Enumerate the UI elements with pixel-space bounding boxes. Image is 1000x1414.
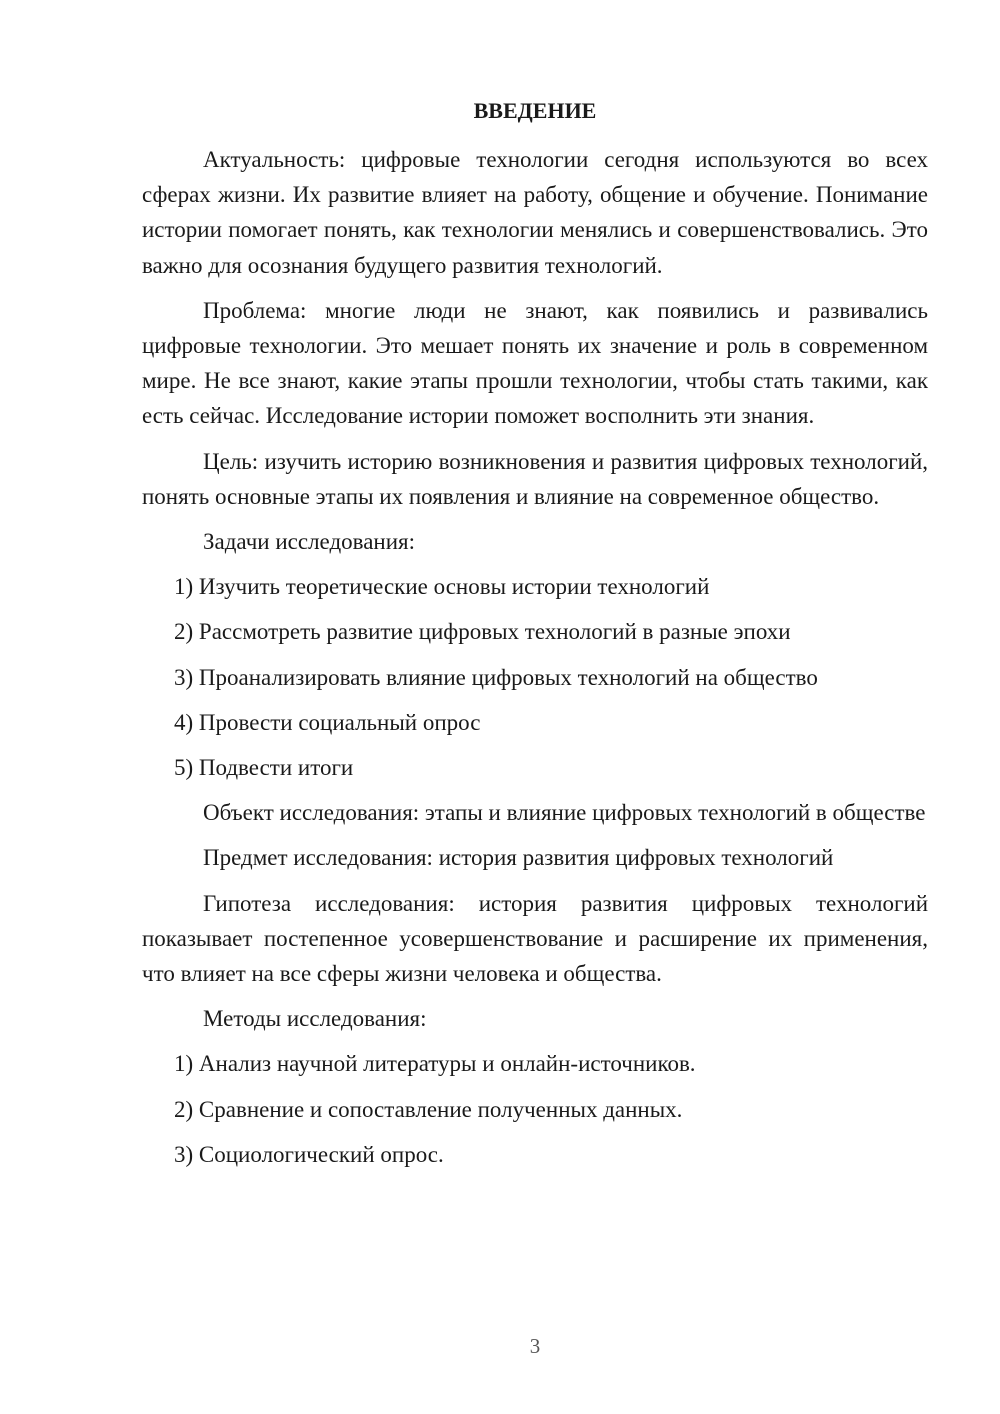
object-paragraph: Объект исследования: этапы и влияние цифровых технологий в обществе	[203, 800, 926, 826]
document-body	[142, 142, 928, 1182]
methods-heading: Методы исследования:	[203, 1006, 427, 1032]
task-item-3: 3) Проанализировать влияние цифровых технологий на общество	[174, 664, 818, 690]
task-item-2: 2) Рассмотреть развитие цифровых технологий в разные эпохи	[174, 619, 791, 645]
relevance-paragraph: Актуальность: цифровые технологии сегодня используются во всех сферах жизни. Их развитие влияет на работу, общение и обучение. Понимание истории помогает понять, как технологии менялись и совершенствовались. Это важно для осознания будущего развития технологий.	[142, 147, 928, 278]
section-title: ВВЕДЕНИЕ	[473, 98, 597, 123]
tasks-heading: Задачи исследования:	[203, 529, 416, 555]
task-item-1: 1) Изучить теоретические основы истории технологий	[174, 574, 710, 600]
goal-paragraph: Цель: изучить историю возникновения и развития цифровых технологий, понять основные этапы их появления и влияние на современное общество.	[142, 448, 928, 509]
task-item-4: 4) Провести социальный опрос	[174, 709, 481, 735]
method-item-1: 1) Анализ научной литературы и онлайн-источников.	[174, 1051, 696, 1077]
problem-paragraph: Проблема: многие люди не знают, как появились и развивались цифровые технологии. Это мешает понять их значение и роль в современном мире. Не все знают, какие этапы прошли технологии, чтобы стать такими, как есть сейчас. Исследование истории поможет восполнить эти знания.	[142, 297, 928, 429]
method-item-3: 3) Социологический опрос.	[174, 1141, 444, 1167]
task-item-5: 5) Подвести итоги	[174, 755, 354, 781]
subject-paragraph: Предмет исследования: история развития цифровых технологий	[203, 845, 834, 871]
method-item-2: 2) Сравнение и сопоставление полученных данных.	[174, 1096, 683, 1122]
page-number: 3	[529, 1334, 541, 1358]
hypothesis-paragraph: Гипотеза исследования: история развития цифровых технологий показывает постепенное усовершенствование и расширение их применения, что влияет на все сферы жизни человека и общества.	[142, 890, 928, 987]
